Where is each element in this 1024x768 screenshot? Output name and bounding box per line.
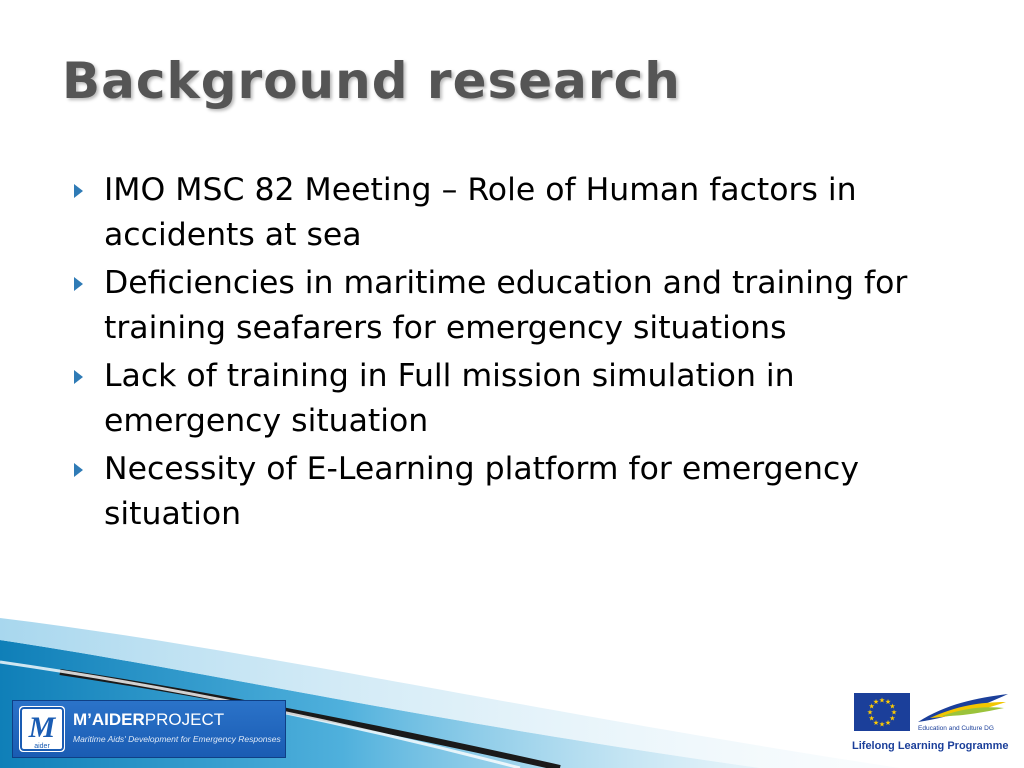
- bullet-triangle-icon: [74, 277, 83, 291]
- maider-tagline: Maritime Aids' Development for Emergency Responses: [73, 734, 281, 744]
- bullet-item: [74, 168, 974, 258]
- maider-name-rest: PROJECT: [144, 710, 225, 729]
- bullet-text: IMO MSC 82 Meeting – Role of Human factors in accidents at sea: [104, 172, 857, 253]
- eu-star-icon: ★: [866, 708, 874, 717]
- maider-project-logo: [12, 700, 286, 758]
- maider-emblem-subtext: aider: [34, 743, 50, 750]
- eu-star-icon: ★: [872, 698, 880, 707]
- maider-project-name: [73, 710, 224, 730]
- eu-flag-icon: [854, 693, 910, 731]
- maider-name-bold: M’AIDER: [73, 710, 145, 729]
- maider-emblem-letter: M: [28, 711, 56, 744]
- eu-star-icon: ★: [890, 708, 898, 717]
- eu-star-icon: ★: [868, 702, 875, 711]
- bullet-text: Necessity of E-Learning platform for emergency situation: [104, 451, 859, 532]
- eu-star-icon: ★: [878, 696, 886, 705]
- eu-star-icon: ★: [878, 720, 886, 729]
- bullet-text: Lack of training in Full mission simulation in emergency situation: [104, 358, 795, 439]
- bullet-triangle-icon: [74, 463, 83, 477]
- bullet-triangle-icon: [74, 370, 83, 384]
- bullet-list: [74, 168, 974, 540]
- eu-star-icon: ★: [889, 702, 896, 711]
- bullet-item: [74, 261, 974, 351]
- eu-star-icon: ★: [872, 718, 880, 727]
- eu-star-icon: ★: [884, 718, 892, 727]
- eu-dg-caption: Education and Culture DG: [918, 725, 994, 732]
- bullet-item: [74, 447, 974, 537]
- bullet-triangle-icon: [74, 184, 83, 198]
- eu-star-icon: ★: [889, 714, 896, 723]
- education-culture-swoosh-icon: [916, 692, 1010, 726]
- eu-lifelong-learning-logo: [852, 690, 1012, 760]
- eu-star-icon: ★: [868, 714, 875, 723]
- eu-star-icon: ★: [884, 698, 892, 707]
- lifelong-learning-caption: Lifelong Learning Programme: [852, 740, 1009, 752]
- maider-emblem-icon: [19, 706, 65, 752]
- slide-title: Background research: [62, 52, 681, 110]
- bullet-item: [74, 354, 974, 444]
- bullet-text: Deficiencies in maritime education and training for training seafarers for emergency situations: [104, 265, 908, 346]
